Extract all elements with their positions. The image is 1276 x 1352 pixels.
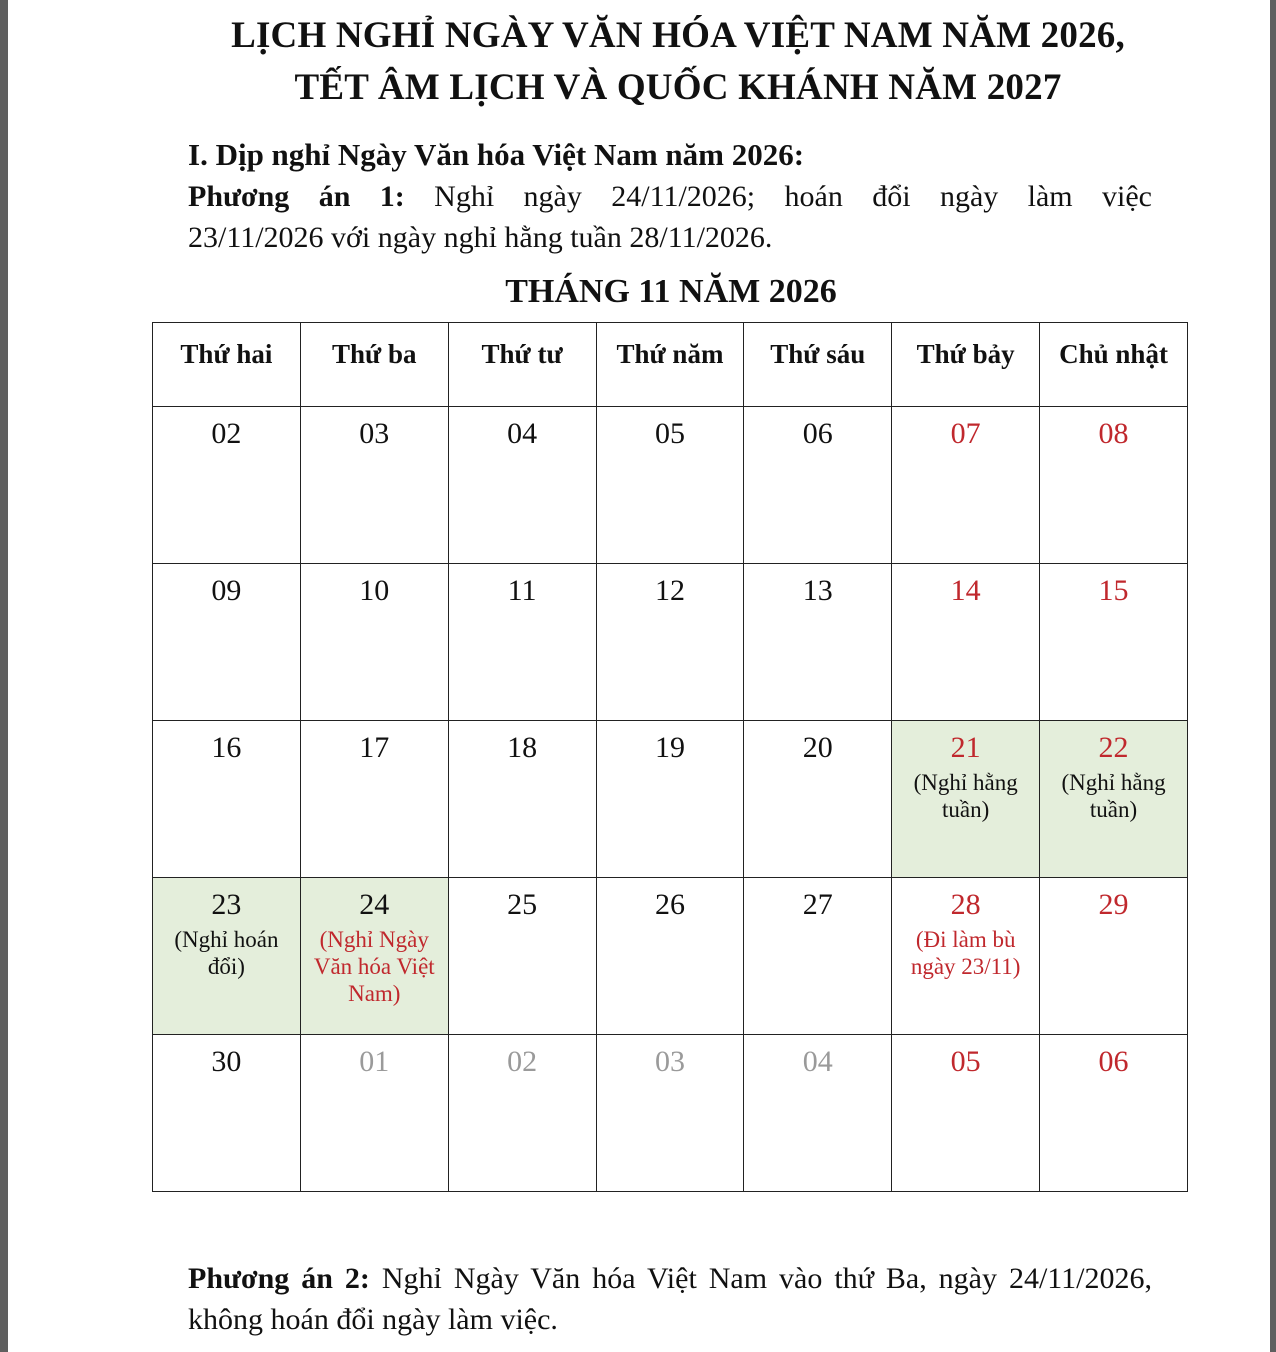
calendar-day-cell — [300, 721, 448, 878]
day-number: 08 — [1098, 417, 1129, 450]
calendar-day-cell — [300, 1035, 448, 1192]
day-number: 15 — [1098, 574, 1129, 607]
option1-text-line1: Nghỉ ngày 24/11/2026; hoán đổi ngày làm việc — [404, 180, 1153, 213]
option2-text: Nghỉ Ngày Văn hóa Việt Nam vào thứ Ba, ngày 24/11/2026, không hoán đổi ngày làm việc. — [188, 1262, 1153, 1336]
calendar-day-cell — [744, 407, 892, 564]
day-number: 12 — [654, 574, 685, 607]
day-number: 18 — [507, 731, 538, 764]
day-number: 28 — [950, 888, 981, 921]
document-title-line1: LỊCH NGHỈ NGÀY VĂN HÓA VIỆT NAM NĂM 2026, — [231, 15, 1125, 56]
calendar-day-cell — [153, 407, 301, 564]
day-number: 05 — [950, 1045, 981, 1078]
calendar-day-cell — [744, 564, 892, 721]
calendar-week-row — [153, 721, 1188, 878]
calendar-day-cell — [153, 878, 301, 1035]
calendar-day-cell — [744, 721, 892, 878]
calendar-body — [153, 407, 1188, 1192]
calendar-day-cell — [300, 564, 448, 721]
calendar-day-cell — [596, 407, 744, 564]
day-number: 01 — [359, 1045, 390, 1078]
day-number: 11 — [507, 574, 537, 607]
calendar-day-cell — [1040, 878, 1188, 1035]
day-number: 09 — [211, 574, 242, 607]
day-number: 06 — [802, 417, 833, 450]
calendar-day-cell — [448, 721, 596, 878]
day-number: 19 — [654, 731, 685, 764]
calendar-week-row — [153, 1035, 1188, 1192]
option1-label: Phương án 1: — [188, 180, 405, 213]
calendar-day-cell — [892, 878, 1040, 1035]
day-number: 30 — [211, 1045, 242, 1078]
day-number: 10 — [359, 574, 390, 607]
calendar-day-cell — [153, 1035, 301, 1192]
calendar-day-cell — [300, 407, 448, 564]
day-number: 04 — [507, 417, 538, 450]
day-number: 27 — [802, 888, 833, 921]
calendar-day-cell — [596, 721, 744, 878]
day-number: 14 — [950, 574, 981, 607]
calendar-day-cell — [596, 1035, 744, 1192]
calendar-day-cell — [1040, 564, 1188, 721]
document-title-line2: TẾT ÂM LỊCH VÀ QUỐC KHÁNH NĂM 2027 — [294, 67, 1062, 108]
weekday-header: Thứ bảy — [892, 323, 1040, 407]
calendar-day-cell — [744, 878, 892, 1035]
weekday-header: Thứ ba — [300, 323, 448, 407]
day-number: 03 — [654, 1045, 685, 1078]
calendar-day-cell — [1040, 407, 1188, 564]
calendar-day-cell — [744, 1035, 892, 1192]
day-number: 13 — [802, 574, 833, 607]
weekday-header: Thứ sáu — [744, 323, 892, 407]
day-number: 24 — [359, 888, 390, 921]
section-heading: I. Dịp nghỉ Ngày Văn hóa Việt Nam năm 2026: — [188, 137, 805, 172]
calendar-title: THÁNG 11 NĂM 2026 — [505, 273, 837, 310]
weekday-header-row — [153, 323, 1188, 407]
calendar-day-cell — [1040, 721, 1188, 878]
calendar-day-cell — [448, 878, 596, 1035]
calendar-day-cell — [596, 564, 744, 721]
day-note: (Nghỉ hoán đổi) — [174, 927, 279, 979]
weekday-header: Chủ nhật — [1040, 323, 1188, 407]
weekday-header: Thứ tư — [448, 323, 596, 407]
option2-label: Phương án 2: — [188, 1262, 370, 1295]
calendar-day-cell — [892, 1035, 1040, 1192]
day-number: 02 — [211, 417, 242, 450]
day-number: 23 — [211, 888, 242, 921]
calendar-day-cell — [153, 564, 301, 721]
day-note: (Nghỉ hằng tuần) — [1061, 770, 1166, 822]
day-number: 16 — [211, 731, 242, 764]
day-number: 29 — [1098, 888, 1129, 921]
day-number: 20 — [802, 731, 833, 764]
day-number: 05 — [654, 417, 685, 450]
day-number: 03 — [359, 417, 390, 450]
day-note: (Nghỉ Ngày Văn hóa Việt Nam) — [313, 927, 435, 1006]
calendar-week-row — [153, 564, 1188, 721]
calendar-day-cell — [448, 564, 596, 721]
day-note: (Đi làm bù ngày 23/11) — [910, 927, 1021, 979]
day-number: 22 — [1098, 731, 1129, 764]
weekday-header: Thứ năm — [596, 323, 744, 407]
day-number: 04 — [802, 1045, 833, 1078]
option2-paragraph — [188, 1258, 1152, 1340]
option1-line1 — [188, 176, 1152, 217]
option1-paragraph — [188, 176, 1152, 258]
day-number: 17 — [359, 731, 390, 764]
calendar-day-cell — [300, 878, 448, 1035]
calendar-day-cell — [892, 721, 1040, 878]
document-page — [8, 0, 1270, 1352]
calendar-day-cell — [892, 407, 1040, 564]
day-number: 26 — [654, 888, 685, 921]
calendar-day-cell — [596, 878, 744, 1035]
weekday-header: Thứ hai — [153, 323, 301, 407]
calendar-table — [152, 322, 1188, 1192]
calendar-week-row — [153, 407, 1188, 564]
day-note: (Nghỉ hằng tuần) — [913, 770, 1018, 822]
option1-text-line2: 23/11/2026 với ngày nghỉ hằng tuần 28/11/2026. — [188, 221, 773, 254]
day-number: 21 — [950, 731, 981, 764]
calendar-day-cell — [153, 721, 301, 878]
day-number: 25 — [507, 888, 538, 921]
calendar-day-cell — [892, 564, 1040, 721]
day-number: 07 — [950, 417, 981, 450]
calendar-day-cell — [1040, 1035, 1188, 1192]
calendar-day-cell — [448, 1035, 596, 1192]
calendar-day-cell — [448, 407, 596, 564]
calendar-week-row — [153, 878, 1188, 1035]
day-number: 06 — [1098, 1045, 1129, 1078]
day-number: 02 — [507, 1045, 538, 1078]
